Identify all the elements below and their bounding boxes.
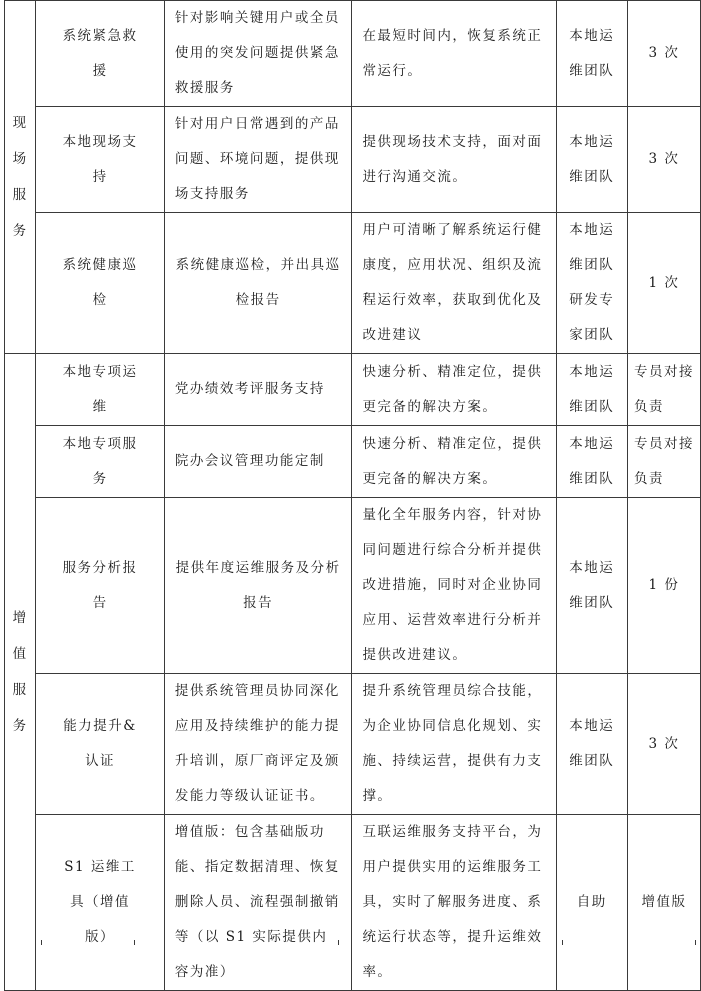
table-row (5, 1, 701, 107)
service-result: 在最短时间内，恢复系统正常运行。 (352, 1, 556, 107)
service-name: S1 运维工具（增值版） (36, 815, 165, 991)
service-team: 本地运维团队 (556, 426, 627, 498)
service-name: 能力提升&认证 (36, 674, 165, 815)
service-desc: 针对用户日常遇到的产品问题、环境问题，提供现场支持服务 (164, 107, 352, 213)
service-name: 服务分析报告 (36, 498, 165, 674)
service-name: 系统健康巡检 (36, 213, 165, 354)
service-result: 提供现场技术支持，面对面进行沟通交流。 (352, 107, 556, 213)
service-freq: 专员对接负责 (627, 426, 700, 498)
service-desc: 提供年度运维服务及分析报告 (164, 498, 352, 674)
service-result: 用户可清晰了解系统运行健康度，应用状况、组织及流程运行效率，获取到优化及改进建议 (352, 213, 556, 354)
service-freq: 3 次 (627, 107, 700, 213)
service-name: 本地专项运维 (36, 354, 165, 426)
service-result: 量化全年服务内容，针对协同问题进行综合分析并提供改进措施，同时对企业协同应用、运营效率进行分析并提供改进建议。 (352, 498, 556, 674)
service-name: 系统紧急救援 (36, 1, 165, 107)
category-onsite: 现场服务 (5, 1, 36, 354)
service-freq: 3 次 (627, 674, 700, 815)
table-row (5, 815, 701, 991)
service-desc: 党办绩效考评服务支持 (164, 354, 352, 426)
service-freq: 专员对接负责 (627, 354, 700, 426)
service-desc: 针对影响关键用户或全员使用的突发问题提供紧急救援服务 (164, 1, 352, 107)
service-freq: 1 份 (627, 498, 700, 674)
service-desc: 增值版：包含基础版功能、指定数据清理、恢复删除人员、流程强制撤销等（以 S1 实际提供内容为准） (164, 815, 352, 991)
service-freq: 3 次 (627, 1, 700, 107)
service-team: 本地运维团队 (556, 107, 627, 213)
table-row (5, 107, 701, 213)
service-desc: 院办会议管理功能定制 (164, 426, 352, 498)
table-row (5, 674, 701, 815)
page-continuation-lines (4, 940, 696, 945)
service-result: 快速分析、精准定位，提供更完备的解决方案。 (352, 426, 556, 498)
service-team: 本地运维团队 (556, 498, 627, 674)
service-desc: 系统健康巡检，并出具巡检报告 (164, 213, 352, 354)
service-name: 本地现场支持 (36, 107, 165, 213)
service-name: 本地专项服务 (36, 426, 165, 498)
service-team: 本地运维团队研发专家团队 (556, 213, 627, 354)
service-desc: 提供系统管理员协同深化应用及持续维护的能力提升培训，原厂商评定及颁发能力等级认证证书。 (164, 674, 352, 815)
service-result: 快速分析、精准定位，提供更完备的解决方案。 (352, 354, 556, 426)
service-team: 本地运维团队 (556, 1, 627, 107)
table-row (5, 213, 701, 354)
service-freq: 1 次 (627, 213, 700, 354)
service-result: 提升系统管理员综合技能，为企业协同信息化规划、实施、持续运营，提供有力支撑。 (352, 674, 556, 815)
service-freq: 增值版 (627, 815, 700, 991)
service-result: 互联运维服务支持平台，为用户提供实用的运维服务工具，实时了解服务进度、系统运行状态等，提升运维效率。 (352, 815, 556, 991)
category-value-added: 增值服务 (5, 354, 36, 991)
table-row (5, 498, 701, 674)
service-table (4, 0, 701, 991)
service-team: 本地运维团队 (556, 354, 627, 426)
service-team: 自助 (556, 815, 627, 991)
service-team: 本地运维团队 (556, 674, 627, 815)
table-row (5, 354, 701, 426)
table-row (5, 426, 701, 498)
